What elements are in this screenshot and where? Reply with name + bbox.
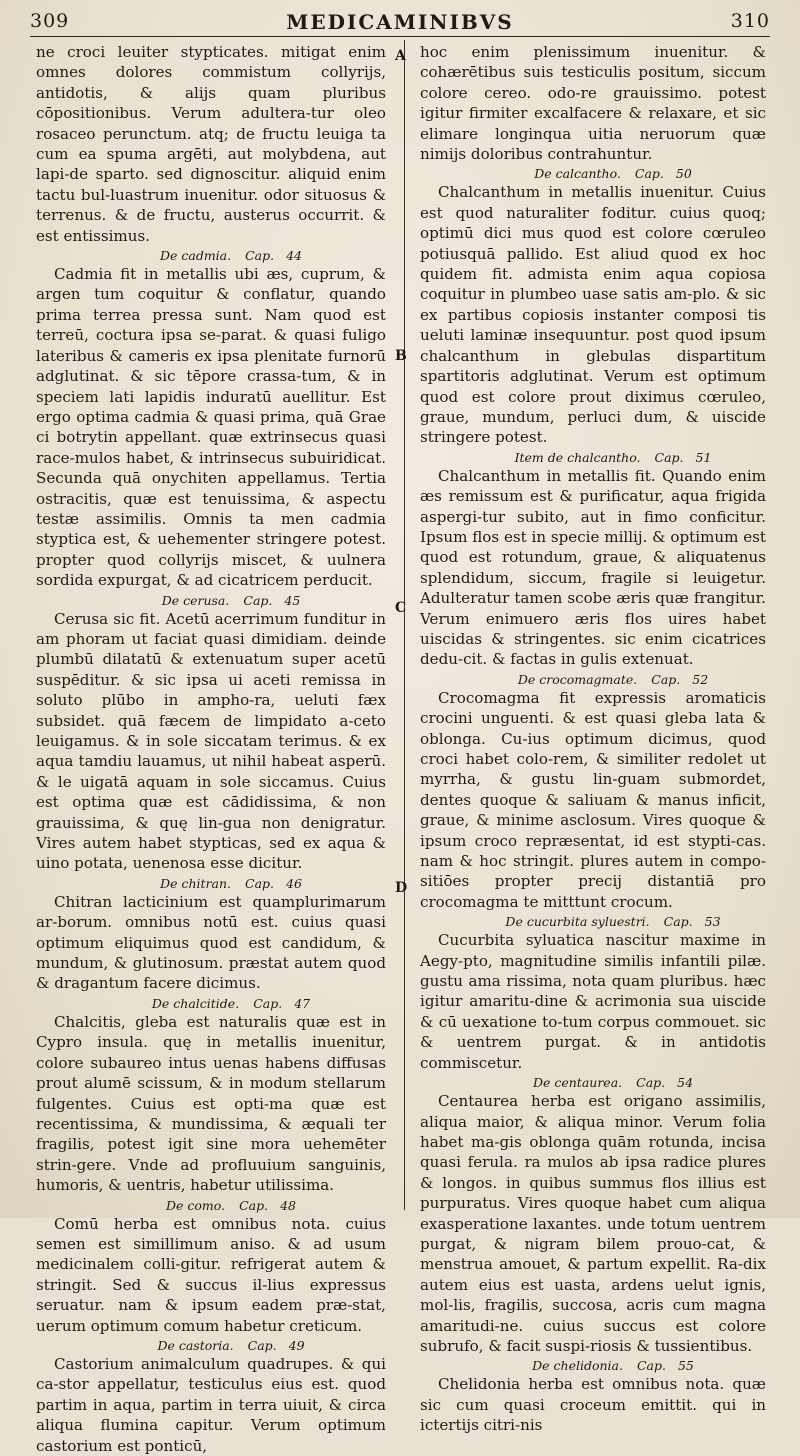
chapter-heading	[420, 449, 766, 466]
chapter-paragraph: Comū herba est omnibus nota. cuius semen est simillimum aniso. & ad usum medicinalem colli-gitur. refrigerat autem & stringit. Sed & succus il-lius expressus seruatur. nam & ipsum eadem præ-stat, uerum optimum comum habetur creticum.	[36, 1214, 386, 1335]
chapter-number: 49	[288, 1337, 305, 1353]
chapter-paragraph: Chalcitis, gleba est naturalis quæ est in Cypro insula. quę in metallis inuenitur, colore subaureo intus uenas habens diffusas prout alumē scissum, & in modum stellarum fulgentes. Cuius est opti-ma quæ est recentissima, & mundissima, & æquali ter fragilis, potest igit sine mora uehemēter strin-gere. Vnde ad profluuium sanguinis, humoris, & uentris, habetur utilissima.	[36, 1012, 386, 1195]
chapter-cap-label: Cap.	[243, 592, 273, 608]
chapter-paragraph: Castorium animalculum quadrupes. & qui ca-stor appellatur, testiculus eius est. quod partim in aqua, partim in terra uiuit, & circa aliqua flumina capitur. Verum optimum castorium est ponticū,	[36, 1354, 386, 1455]
chapter-heading	[36, 1197, 386, 1214]
chapter-paragraph: Chalcanthum in metallis fit. Quando enim æs remissum est & purificatur, aqua frigida aspergi-tur subito, aut in fimo conficitur. Ipsum flos est in specie millij. & optimum est quod est rotundum, graue, & aliquatenus splendidum, siccum, fragile si leuigetur. Adulteratur tamen scobe æris quæ frangitur. Verum enimuero æris flos uires habet uiscidas & stringentes. sic enim cicatrices dedu-cit. & factas in gulis extenuat.	[420, 466, 766, 669]
column-divider	[404, 40, 405, 1210]
chapter-title: De calcantho.	[534, 166, 621, 182]
chapter-title: De chitran.	[160, 875, 231, 891]
chapter-heading	[36, 995, 386, 1012]
chapter-cap-label: Cap.	[239, 1197, 269, 1213]
chapter-number: 52	[692, 671, 709, 687]
chapter-paragraph: Chalcanthum in metallis inuenitur. Cuius est quod naturaliter foditur. cuius quoq; optimū dici mus quod est colore cœruleo potiusquā pallido. Est aliud quod ex hoc quidem fit. admista enim aqua copiosa coquitur in plumbeo uase satis am-plo. & sic ex partibus copiosis instanter composi tis ueluti laminæ insequuntur. post quod ipsum chalcanthum in glebulas dispartitum spartitoris adglutinat. Verum est optimum quod est colore prout diximus cœruleo, graue, mundum, perluci dum, & uiscide stringere potest.	[420, 183, 766, 447]
chapter-number: 51	[695, 449, 712, 465]
chapter-title: De chalcitide.	[151, 995, 240, 1011]
chapter-title: De cucurbita syluestri.	[505, 914, 650, 930]
page-header	[30, 10, 770, 38]
chapter-cap-label: Cap.	[253, 995, 283, 1011]
header-rule	[30, 36, 770, 37]
chapter-cap-label: Cap.	[245, 248, 275, 264]
chapter-heading	[36, 247, 386, 264]
chapter-cap-label: Cap.	[636, 1075, 666, 1091]
chapter-number: 46	[286, 875, 302, 891]
chapter-title: De como.	[166, 1197, 226, 1213]
chapter-title: De crocomagmate.	[517, 671, 638, 687]
margin-letter-c: C	[395, 600, 407, 616]
chapter-paragraph: Cerusa sic fit. Acetū acerrimum funditur in am phoram ut faciat quasi dimidiam. deinde plumbū dilatatū & extenuatum super acetū suspēditur. & sic ipsa ui aceti remissa in soluto plūbo in ampho-ra, ueluti fæx subsidet. quā fæcem de limpidato a-ceto leuigamus. & in sole siccatam terimus. & ex aqua tamdiu lauamus, ut nihil habeat asperū. & le uigatā aquam in sole siccamus. Cuius est optima quæ est cādidissima, & non grauissima, & quę lin-gua non denigratur. Vires autem habet stypticas, sed ex aqua & uino potata, uenenosa esse dicitur.	[36, 609, 386, 873]
chapter-cap-label: Cap.	[636, 1358, 666, 1374]
chapter-heading	[36, 592, 386, 609]
chapter-heading	[420, 671, 766, 688]
chapter-number: 45	[284, 592, 301, 608]
chapter-title: De castoria.	[157, 1337, 234, 1353]
chapter-title: De chelidonia.	[532, 1358, 623, 1374]
chapter-cap-label: Cap.	[634, 166, 664, 182]
margin-letter-d: D	[395, 880, 408, 896]
chapter-number: 48	[280, 1197, 296, 1213]
chapter-title: De centaurea.	[532, 1075, 623, 1091]
chapter-number: 47	[294, 995, 311, 1011]
chapter-title: Item de chalcantho.	[514, 449, 641, 465]
chapter-heading	[36, 875, 386, 892]
chapter-cap-label: Cap.	[663, 914, 693, 930]
chapter-paragraph: Centaurea herba est origano assimilis, aliqua maior, & aliqua minor. Verum folia habet ma-gis oblonga quām rotunda, incisa quasi ferula. ra mulos ab ipsa radice plures & longos. in quibus summus flos illius est purpuratus. Vires quoque habet cum aliqua exasperatione laxantes. unde totum uentrem purgat, & nigram bilem prouo-cat, & menstrua amouet, & partum expellit. Ra-dix autem eius est uasta, ardens uelut ignis, mol-lis, fragilis, succosa, acris cum magna amaritudi-ne. cuius succus est colore subrufo, & facit suspi-riosis & tussientibus.	[420, 1092, 766, 1355]
chapter-paragraph: Cadmia fit in metallis ubi æs, cuprum, & argen tum coquitur & conflatur, quando prima terrea pressa sunt. Nam quod est terreū, coctura ipsa se-parat. & quasi fuligo lateribus & cameris ex ipsa plenitate furnorū adglutinat. & sic tēpore crassa-tum, & in speciem lati lapidis induratū auellitur. Est ergo optima cadmia & quasi prima, quā Grae ci botrytin appellant. quæ extrinsecus quasi race-mulos habet, & intrinsecus subuiridicat. Secunda quā onychiten appellamus. Tertia ostracitis, quæ est tenuissima, & aspectu testæ assimilis. Omnis ta men cadmia styptica est, & uehementer stringere potest. propter quod collyrijs miscet, & uulnera sordida expurgat, & ad cicatricem perducit.	[36, 265, 386, 590]
chapter-cap-label: Cap.	[651, 671, 681, 687]
chapter-title: De cadmia.	[159, 248, 232, 264]
chapter-paragraph: Chelidonia herba est omnibus nota. quæ sic cum quasi croceum emittit. qui in ictertijs citri-nis	[420, 1375, 766, 1435]
chapter-title: De cerusa.	[161, 592, 230, 608]
chapter-number: 54	[677, 1075, 694, 1091]
right-page-number: 310	[730, 10, 770, 32]
margin-letter-b: B	[395, 348, 407, 364]
chapter-heading	[420, 1074, 766, 1091]
chapter-heading	[420, 165, 766, 182]
chapter-paragraph: hoc enim plenissimum inuenitur. & cohærētibus suis testiculis positum, siccum colore cereo. odo-re grauissimo. potest igitur firmiter excalfacere & relaxare, et sic elimare longinqua uitia neruorum quæ nimijs doloribus contrahuntur.	[420, 43, 766, 164]
chapter-cap-label: Cap.	[245, 875, 274, 891]
chapter-paragraph: Cucurbita syluatica nascitur maxime in Aegy-pto, magnitudine similis infantili pilæ. gustu ama rissima, nota quam pluribus. hæc igitur amaritu-dine & acrimonia sua uiscide & cū uexatione to-tum corpus commouet. sic & uentrem purgat. & in antidotis commiscetur.	[420, 931, 766, 1072]
left-column	[36, 42, 386, 1455]
chapter-heading	[420, 913, 766, 930]
margin-letter-a: A	[395, 48, 406, 64]
chapter-number: 44	[286, 248, 303, 264]
chapter-cap-label: Cap.	[654, 449, 684, 465]
running-title: MEDICAMINIBVS	[286, 10, 514, 34]
right-column	[420, 42, 766, 1435]
left-page-number: 309	[30, 10, 70, 32]
chapter-paragraph: Chitran lacticinium est quamplurimarum ar-borum. omnibus notū est. cuius quasi optimum eliquimus quod est candidum, & mundum, & glutinosum. præstat autem quod & dragantum facere dicimus.	[36, 892, 386, 993]
chapter-paragraph: Crocomagma fit expressis aromaticis crocini unguenti. & est quasi gleba lata & oblonga. Cu-ius optimum dicimus, quod croci habet colo-rem, & similiter redolet ut myrrha, & gustu lin-guam submordet, dentes quoque & saliuam & manus inficit, graue, & minime asclosum. Vires quoque & ipsum croco repræsentat, id est stypti-cas. nam & hoc stringit. plures autem in compo-sitiōes propter precij distantiā pro crocomagma te mitttunt crocum.	[420, 688, 766, 911]
chapter-number: 55	[677, 1358, 694, 1374]
chapter-number: 53	[704, 914, 721, 930]
chapter-paragraph: ne croci leuiter stypticates. mitigat enim omnes dolores commistum collyrijs, antidotis, & alijs quam pluribus cōpositionibus. Verum adultera-tur oleo rosaceo perunctum. atq; de fructu leuiga ta cum ea spuma argēti, aut molybdena, aut lapi-de sparto. sed dignoscitur. aliquid enim tactu bul-luastrum inuenitur. odor situosus & terrenus. & de fructu, austerus occurrit. & est entissimus.	[36, 43, 386, 245]
chapter-cap-label: Cap.	[247, 1337, 277, 1353]
chapter-heading	[420, 1357, 766, 1374]
chapter-heading	[36, 1337, 386, 1354]
chapter-number: 50	[675, 166, 692, 182]
